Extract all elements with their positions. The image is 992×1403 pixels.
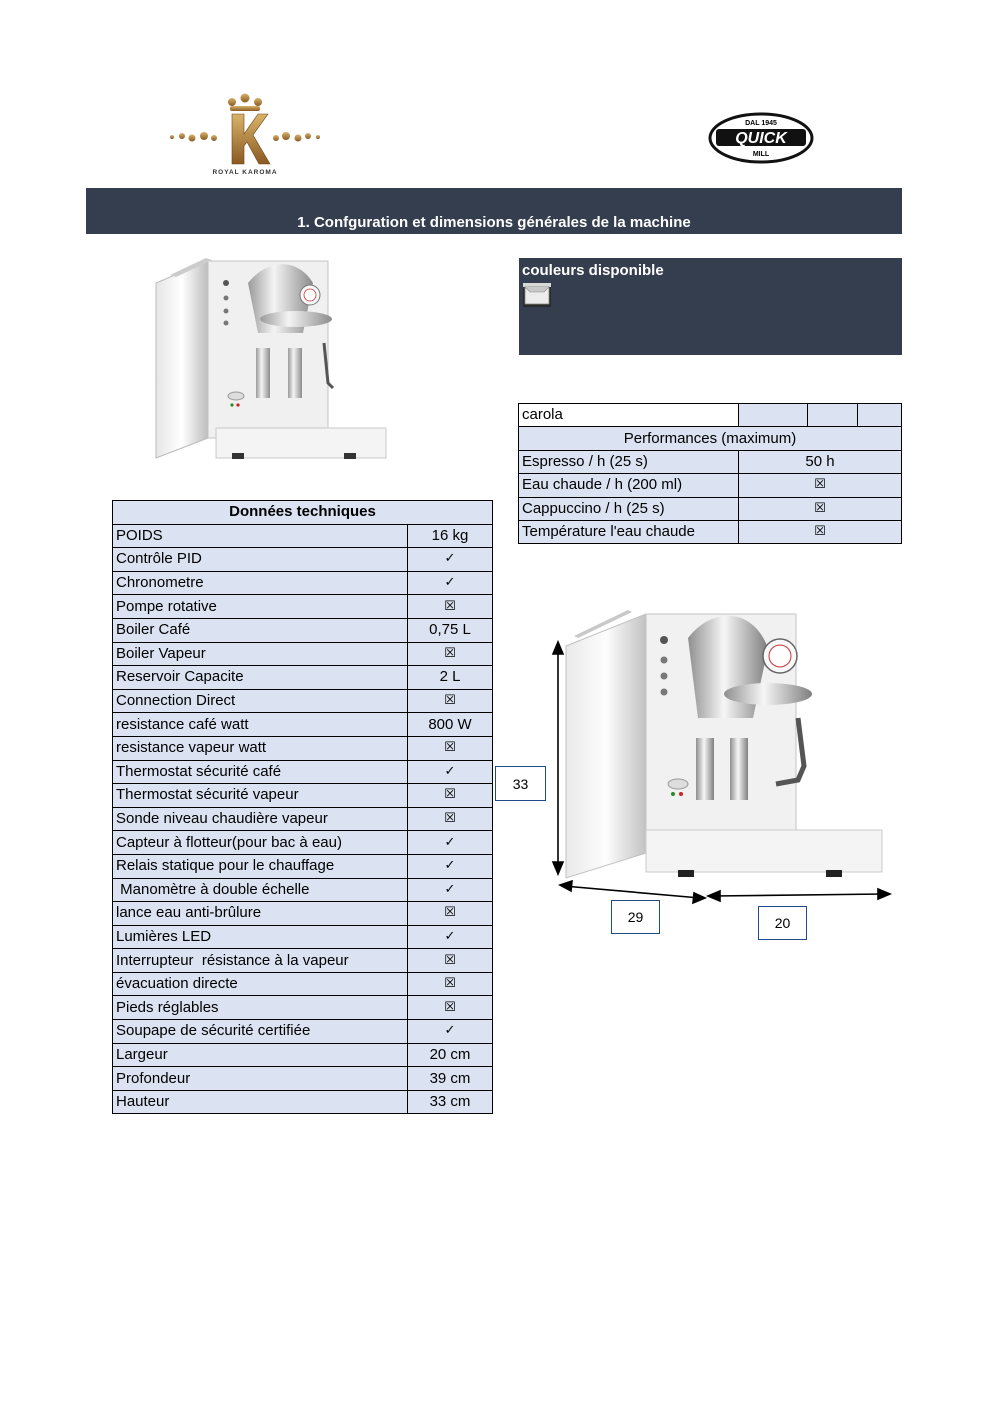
table-row (113, 618, 493, 642)
table-row (113, 666, 493, 690)
espresso-machine-dimensions-icon (548, 598, 898, 943)
tech-label: resistance vapeur watt (113, 736, 408, 760)
espresso-machine-icon (148, 253, 393, 478)
tech-label: Manomètre à double échelle (113, 878, 408, 902)
tech-value: ✓ (408, 760, 493, 784)
tech-value: 0,75 L (408, 618, 493, 642)
table-row (113, 996, 493, 1020)
tech-value: ☒ (408, 972, 493, 996)
tech-label: Pompe rotative (113, 595, 408, 619)
tech-label: Thermostat sécurité café (113, 760, 408, 784)
available-colors-panel (519, 258, 902, 355)
color-swatch-icon (522, 282, 552, 308)
table-row (113, 524, 493, 548)
table-row (113, 595, 493, 619)
empty-cell (858, 404, 902, 427)
tech-value: ✓ (408, 571, 493, 595)
tech-value: ✓ (408, 1020, 493, 1044)
tech-value: ✓ (408, 925, 493, 949)
tech-value: 33 cm (408, 1090, 493, 1114)
machine-photo-dimensions (548, 598, 898, 943)
table-row (519, 520, 902, 543)
tech-label: Hauteur (113, 1090, 408, 1114)
tech-label: Boiler Vapeur (113, 642, 408, 666)
perf-label: Eau chaude / h (200 ml) (519, 474, 739, 497)
tech-value: ✓ (408, 854, 493, 878)
table-row (519, 497, 902, 520)
quick-mill-oval-icon (708, 112, 814, 164)
tech-label: Relais statique pour le chauffage (113, 854, 408, 878)
technical-header: Données techniques (113, 501, 493, 525)
tech-label: resistance café watt (113, 713, 408, 737)
tech-label: POIDS (113, 524, 408, 548)
tech-value: 20 cm (408, 1043, 493, 1067)
table-row (113, 736, 493, 760)
colors-label: couleurs disponible (522, 262, 664, 279)
tech-label: Largeur (113, 1043, 408, 1067)
tech-label: Thermostat sécurité vapeur (113, 784, 408, 808)
tech-label: Contrôle PID (113, 548, 408, 572)
table-row (519, 404, 902, 427)
model-name-cell: carola (519, 404, 739, 427)
color-swatch-silver[interactable] (522, 282, 552, 308)
tech-label: Chronometre (113, 571, 408, 595)
tech-label: Capteur à flotteur(pour bac à eau) (113, 831, 408, 855)
tech-value: ✓ (408, 878, 493, 902)
table-row (113, 854, 493, 878)
tech-value: ☒ (408, 689, 493, 713)
tech-label: Reservoir Capacite (113, 666, 408, 690)
performance-table (518, 403, 902, 544)
machine-photo-small (148, 253, 393, 478)
tech-label: Profondeur (113, 1067, 408, 1091)
section-header (86, 188, 902, 234)
perf-value: ☒ (739, 497, 902, 520)
logo-main-text: QUICK (735, 130, 787, 147)
table-row (113, 713, 493, 737)
logo-bottom-text: MILL (752, 151, 770, 158)
table-row (519, 450, 902, 473)
tech-value: ☒ (408, 902, 493, 926)
width-dimension-label: 20 (758, 906, 807, 940)
height-dimension-label: 33 (495, 766, 546, 801)
table-row (113, 689, 493, 713)
depth-dimension-label: 29 (611, 900, 660, 934)
royal-karoma-logo (160, 92, 330, 182)
tech-label: Sonde niveau chaudière vapeur (113, 807, 408, 831)
table-row (113, 902, 493, 926)
table-row (113, 949, 493, 973)
table-row (113, 1090, 493, 1114)
tech-value: ☒ (408, 595, 493, 619)
table-row (113, 760, 493, 784)
tech-label: lance eau anti-brûlure (113, 902, 408, 926)
tech-value: ☒ (408, 642, 493, 666)
crown-k-icon (160, 92, 330, 172)
table-row (113, 571, 493, 595)
technical-data-table (112, 500, 493, 1114)
tech-value: ☒ (408, 996, 493, 1020)
tech-value: ☒ (408, 949, 493, 973)
table-row (113, 925, 493, 949)
tech-value: ☒ (408, 807, 493, 831)
table-row (113, 831, 493, 855)
tech-value: ☒ (408, 736, 493, 760)
tech-value: 2 L (408, 666, 493, 690)
table-row (113, 1043, 493, 1067)
tech-value: ✓ (408, 548, 493, 572)
brand-name: ROYAL KAROMA (212, 169, 278, 176)
table-row (113, 1067, 493, 1091)
perf-label: Espresso / h (25 s) (519, 450, 739, 473)
table-row (113, 784, 493, 808)
logo-top-text: DAL 1945 (745, 120, 777, 127)
performance-header: Performances (maximum) (519, 427, 902, 450)
tech-label: Interrupteur résistance à la vapeur (113, 949, 408, 973)
tech-value: 800 W (408, 713, 493, 737)
perf-value: ☒ (739, 474, 902, 497)
table-row (113, 878, 493, 902)
tech-label: Lumières LED (113, 925, 408, 949)
tech-label: Boiler Café (113, 618, 408, 642)
table-row (113, 501, 493, 525)
empty-cell (739, 404, 808, 427)
table-row (113, 807, 493, 831)
table-row (519, 427, 902, 450)
tech-value: 16 kg (408, 524, 493, 548)
table-row (113, 642, 493, 666)
empty-cell (808, 404, 858, 427)
tech-label: évacuation directe (113, 972, 408, 996)
table-row (519, 474, 902, 497)
tech-value: ☒ (408, 784, 493, 808)
tech-value: ✓ (408, 831, 493, 855)
perf-label: Cappuccino / h (25 s) (519, 497, 739, 520)
tech-label: Pieds réglables (113, 996, 408, 1020)
tech-value: 39 cm (408, 1067, 493, 1091)
table-row (113, 972, 493, 996)
quick-mill-logo (708, 112, 814, 164)
perf-label: Température l'eau chaude (519, 520, 739, 543)
perf-value: ☒ (739, 520, 902, 543)
tech-label: Connection Direct (113, 689, 408, 713)
tech-label: Soupape de sécurité certifiée (113, 1020, 408, 1044)
table-row (113, 1020, 493, 1044)
perf-value: 50 h (739, 450, 902, 473)
section-title: 1. Confguration et dimensions générales de la machine (297, 214, 691, 231)
table-row (113, 548, 493, 572)
